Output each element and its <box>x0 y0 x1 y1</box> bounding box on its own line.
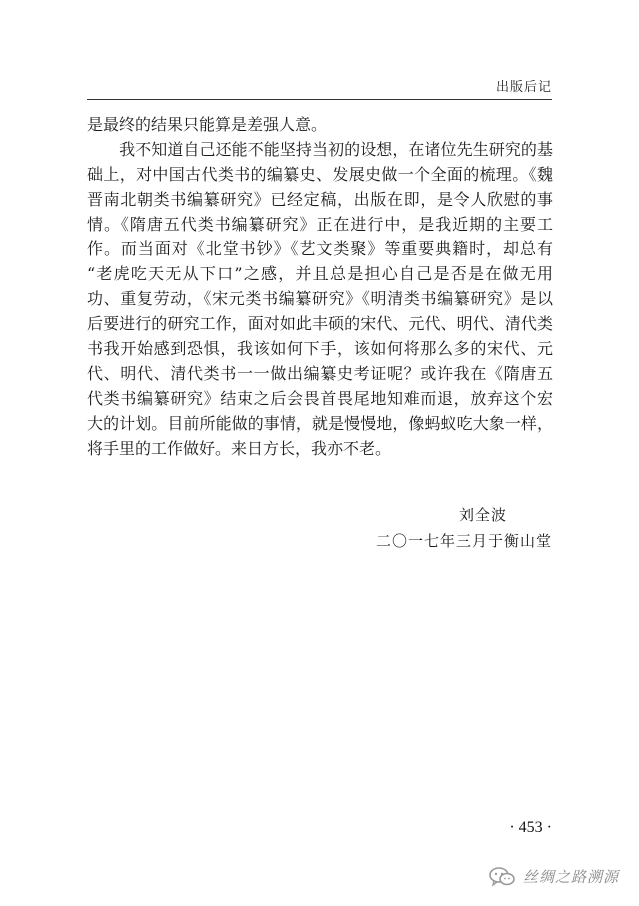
text-line: 书我开始感到恐惧，我该如何下手，该如何将那么多的宋代、元 <box>87 339 553 359</box>
text-line: 是最终的结果只能算是差强人意。 <box>87 115 328 134</box>
date-place: 二〇一七年三月于衡山堂 <box>375 532 552 550</box>
author-name: 刘全波 <box>458 506 507 524</box>
running-head-title: 出版后记 <box>495 80 552 95</box>
text-line: 将手里的工作做好。来日方长，我亦不老。 <box>87 438 392 458</box>
text-line: 代、明代、清代类书一一做出编纂史考证呢？或许我在《隋唐五 <box>87 363 553 383</box>
text-line: 功、重复劳动，《宋元类书编纂研究》《明清类书编纂研究》是以 <box>87 289 553 309</box>
text-line: 我不知道自己还能不能坚持当初的设想，在诸位先生研究的基 <box>87 139 553 159</box>
text-line: 大的计划。目前所能做的事情，就是慢慢地，像蚂蚁吃大象一样， <box>87 413 553 433</box>
text-line: 晋南北朝类书编纂研究》已经定稿，出版在即，是令人欣慰的事 <box>87 189 553 209</box>
page-number: · 453 · <box>509 819 552 836</box>
text-line: “老虎吃天无从下口”之感，并且总是担心自己是否是在做无用 <box>87 264 553 284</box>
text-line: 代类书编纂研究》结束之后会畏首畏尾地知难而退，放弃这个宏 <box>87 388 553 408</box>
body-text <box>87 113 553 461</box>
watermark-text: 丝绸之路溯源 <box>522 868 619 886</box>
text-line: 情。《隋唐五代类书编纂研究》正在进行中，是我近期的主要工 <box>87 214 553 234</box>
text-line: 础上，对中国古代类书的编纂史、发展史做一个全面的梳理。《魏 <box>87 164 553 184</box>
text-line: 后要进行的研究工作，面对如此丰硕的宋代、元代、明代、清代类 <box>87 314 553 334</box>
signature-block <box>376 502 552 554</box>
text-line: 作。而当面对《北堂书钞》《艺文类聚》等重要典籍时，却总有 <box>87 239 553 259</box>
header-rule <box>87 99 552 100</box>
watermark <box>489 866 619 887</box>
wechat-logo-icon <box>489 867 515 887</box>
